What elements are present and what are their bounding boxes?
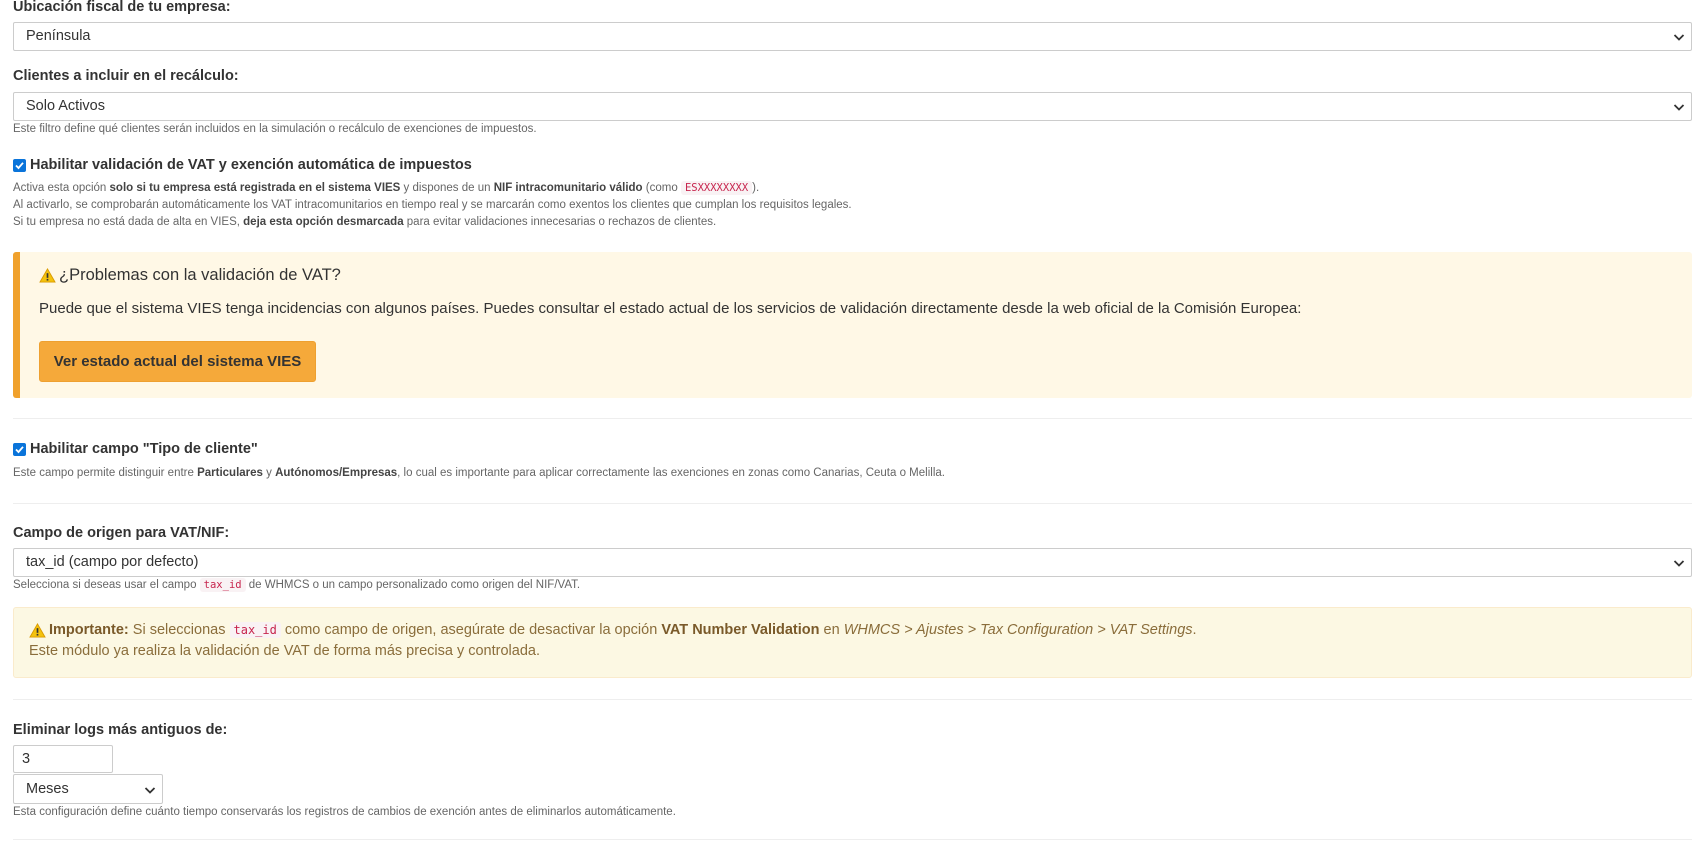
vat-validation-checkbox[interactable] [13, 159, 26, 172]
vat-validation-help-1 [13, 182, 759, 194]
logs-help: Esta configuración define cuánto tiempo conservarás los registros de cambios de exención antes de eliminarlos automáticamente. [13, 806, 676, 818]
vat-source-value: tax_id (campo por defecto) [26, 554, 199, 570]
warning-text: . [1192, 622, 1197, 638]
help-text: y [262, 467, 276, 479]
divider [13, 503, 1692, 504]
important-warning-panel [13, 607, 1692, 678]
help-strong: NIF intracomunitario válido [493, 182, 643, 194]
warning-text: como campo de origen, asegúrate de desactivar la opción [280, 622, 662, 638]
vies-panel-title-row [39, 266, 341, 285]
vat-validation-help-2: Al activarlo, se comprobarán automáticamente los VAT intracomunitarios en tiempo real y se marcarán como exentos los clientes que cumplan los requisitos legales. [13, 199, 852, 211]
check-icon [14, 160, 25, 171]
logs-label: Eliminar logs más antiguos de: [13, 722, 228, 738]
help-strong: Particulares [197, 467, 263, 479]
clients-help: Este filtro define qué clientes serán incluidos en la simulación o recálculo de exenciones de impuestos. [13, 123, 537, 135]
help-text: ). [752, 182, 760, 194]
vat-source-label: Campo de origen para VAT/NIF: [13, 525, 230, 541]
vies-status-button[interactable]: Ver estado actual del sistema VIES [39, 341, 316, 382]
clients-select[interactable] [13, 92, 1692, 121]
warning-path: WHMCS > Ajustes > Tax Configuration > VAT Settings [843, 622, 1193, 638]
client-type-checkbox-row[interactable] [13, 441, 258, 457]
vies-panel-text: Puede que el sistema VIES tenga incidencias con algunos países. Puedes consultar el estado actual de los servicios de validación directamente desde la web oficial de la Comisión Europea: [39, 300, 1302, 317]
warning-strong: Importante: [49, 622, 129, 638]
vat-validation-checkbox-row[interactable] [13, 157, 472, 173]
chevron-down-icon [1673, 558, 1685, 568]
help-text: para evitar validaciones innecesarias o rechazos de clientes. [403, 216, 717, 228]
chevron-down-icon [1673, 32, 1685, 42]
help-text: Este campo permite distinguir entre [13, 467, 198, 479]
logs-amount-input[interactable]: 3 [13, 745, 113, 773]
chevron-down-icon [1673, 102, 1685, 112]
clients-label: Clientes a incluir en el recálculo: [13, 68, 239, 84]
help-strong: Autónomos/Empresas [275, 467, 398, 479]
warning-line-2: Este módulo ya realiza la validación de VAT de forma más precisa y controlada. [29, 643, 540, 659]
client-type-label: Habilitar campo "Tipo de cliente" [30, 441, 258, 457]
fiscal-location-select[interactable] [13, 22, 1692, 51]
help-text: , lo cual es importante para aplicar correctamente las exenciones en zonas como Canarias, Ceuta o Melilla. [397, 467, 945, 479]
vies-warning-panel [13, 252, 1692, 398]
vat-validation-label: Habilitar validación de VAT y exención automática de impuestos [30, 157, 472, 173]
vat-validation-help-3 [13, 216, 716, 228]
warning-text: en [819, 622, 844, 638]
help-strong: solo si tu empresa está registrada en el sistema VIES [109, 182, 401, 194]
help-text: Selecciona si deseas usar el campo [13, 579, 200, 591]
divider [13, 699, 1692, 700]
logs-unit-select[interactable] [13, 774, 163, 804]
divider [13, 839, 1692, 840]
chevron-down-icon [144, 785, 156, 795]
vat-source-help [13, 579, 580, 591]
vat-example-code: ESXXXXXXXX [681, 181, 752, 195]
help-text: y dispones de un [400, 182, 494, 194]
tax-id-code: tax_id [230, 622, 281, 638]
fiscal-location-label: Ubicación fiscal de tu empresa: [13, 0, 231, 15]
warning-line-1 [29, 622, 1197, 638]
warning-text: Si seleccionas [128, 622, 230, 638]
warning-icon [29, 623, 46, 638]
help-text: Si tu empresa no está dada de alta en VIES, [13, 216, 244, 228]
check-icon [14, 444, 25, 455]
logs-unit-value: Meses [26, 781, 69, 797]
help-text: Activa esta opción [13, 182, 110, 194]
vies-panel-title: ¿Problemas con la validación de VAT? [59, 266, 341, 284]
client-type-checkbox[interactable] [13, 443, 26, 456]
client-type-help [13, 467, 945, 479]
help-text: (como [642, 182, 681, 194]
divider [13, 418, 1692, 419]
fiscal-location-value: Península [26, 28, 91, 44]
warning-icon [39, 268, 56, 283]
tax-id-code: tax_id [200, 578, 246, 592]
vat-source-select[interactable] [13, 548, 1692, 577]
clients-value: Solo Activos [26, 98, 105, 114]
warning-strong: VAT Number Validation [661, 622, 820, 638]
help-text: de WHMCS o un campo personalizado como origen del NIF/VAT. [245, 579, 581, 591]
help-strong: deja esta opción desmarcada [243, 216, 404, 228]
